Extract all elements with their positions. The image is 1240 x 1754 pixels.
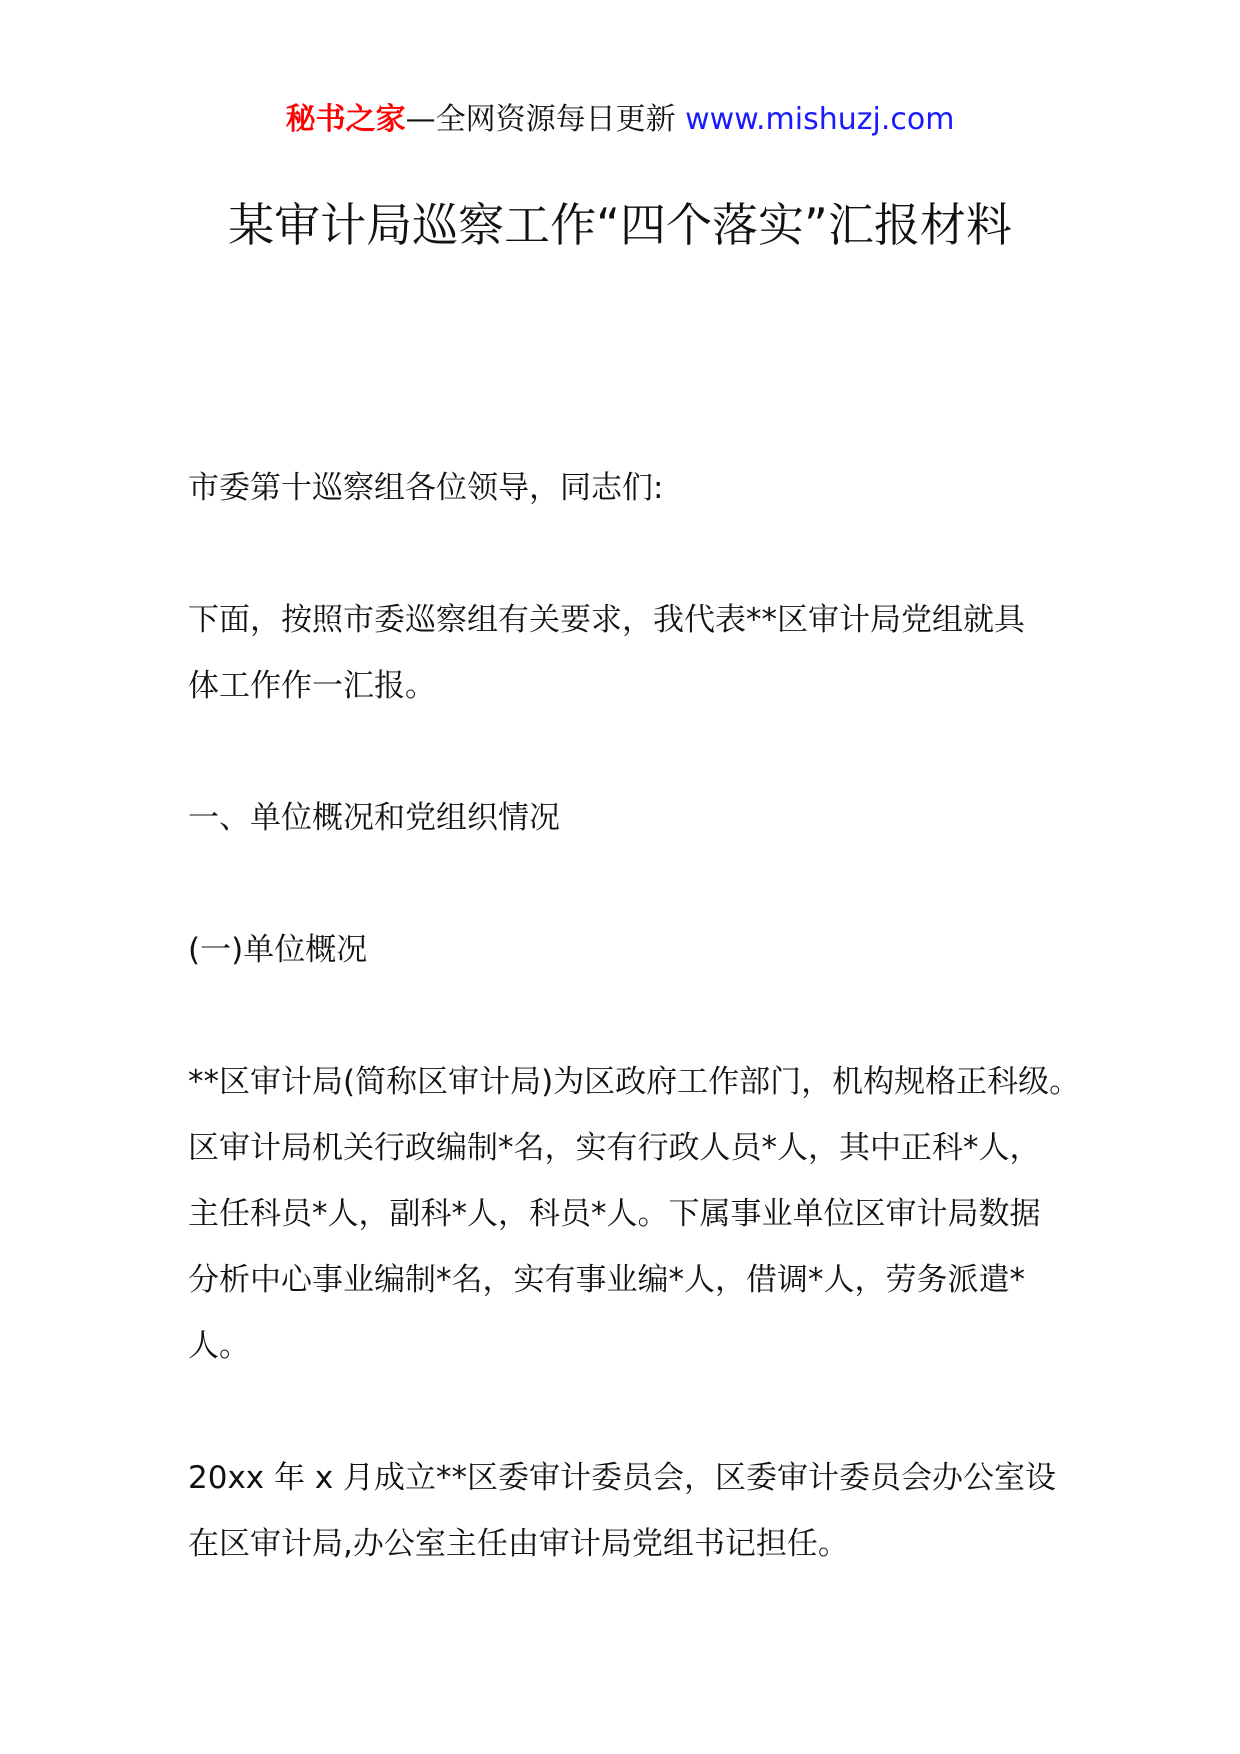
section-heading	[188, 785, 1088, 851]
document-title: 某审计局巡察工作“四个落实”汇报材料	[228, 198, 1012, 252]
salutation-paragraph	[188, 455, 1088, 521]
document-body	[188, 455, 1088, 1643]
subsection-heading	[188, 917, 1088, 983]
text-line: **区审计局(简称区审计局)为区政府工作部门，机构规格正科级。	[188, 1064, 1081, 1100]
site-brand: 秘书之家	[285, 102, 406, 137]
text-line: 在区审计局,办公室主任由审计局党组书记担任。	[188, 1526, 849, 1562]
intro-paragraph	[188, 587, 1088, 719]
text-line: 20xx 年 x 月成立**区委审计委员会，区委审计委员会办公室设	[188, 1460, 1057, 1496]
text-line: 市委第十巡察组各位领导，同志们:	[188, 470, 664, 506]
unit-overview-paragraph	[188, 1049, 1088, 1379]
text-line: (一)单位概况	[188, 932, 368, 968]
text-line: 区审计局机关行政编制*名，实有行政人员*人，其中正科*人，	[188, 1130, 1041, 1166]
text-line: 主任科员*人，副科*人，科员*人。下属事业单位区审计局数据	[188, 1196, 1041, 1232]
site-header	[0, 100, 1240, 140]
committee-paragraph	[188, 1445, 1088, 1577]
text-line: 人。	[188, 1328, 250, 1364]
text-line: 分析中心事业编制*名，实有事业编*人，借调*人，劳务派遣*	[188, 1262, 1025, 1298]
site-url-link[interactable]: www.mishuzj.com	[685, 102, 955, 137]
site-tagline: —全网资源每日更新	[405, 102, 686, 137]
text-line: 体工作作一汇报。	[188, 668, 436, 704]
text-line: 下面，按照市委巡察组有关要求，我代表**区审计局党组就具	[188, 602, 1025, 638]
text-line: 一、单位概况和党组织情况	[188, 800, 560, 836]
